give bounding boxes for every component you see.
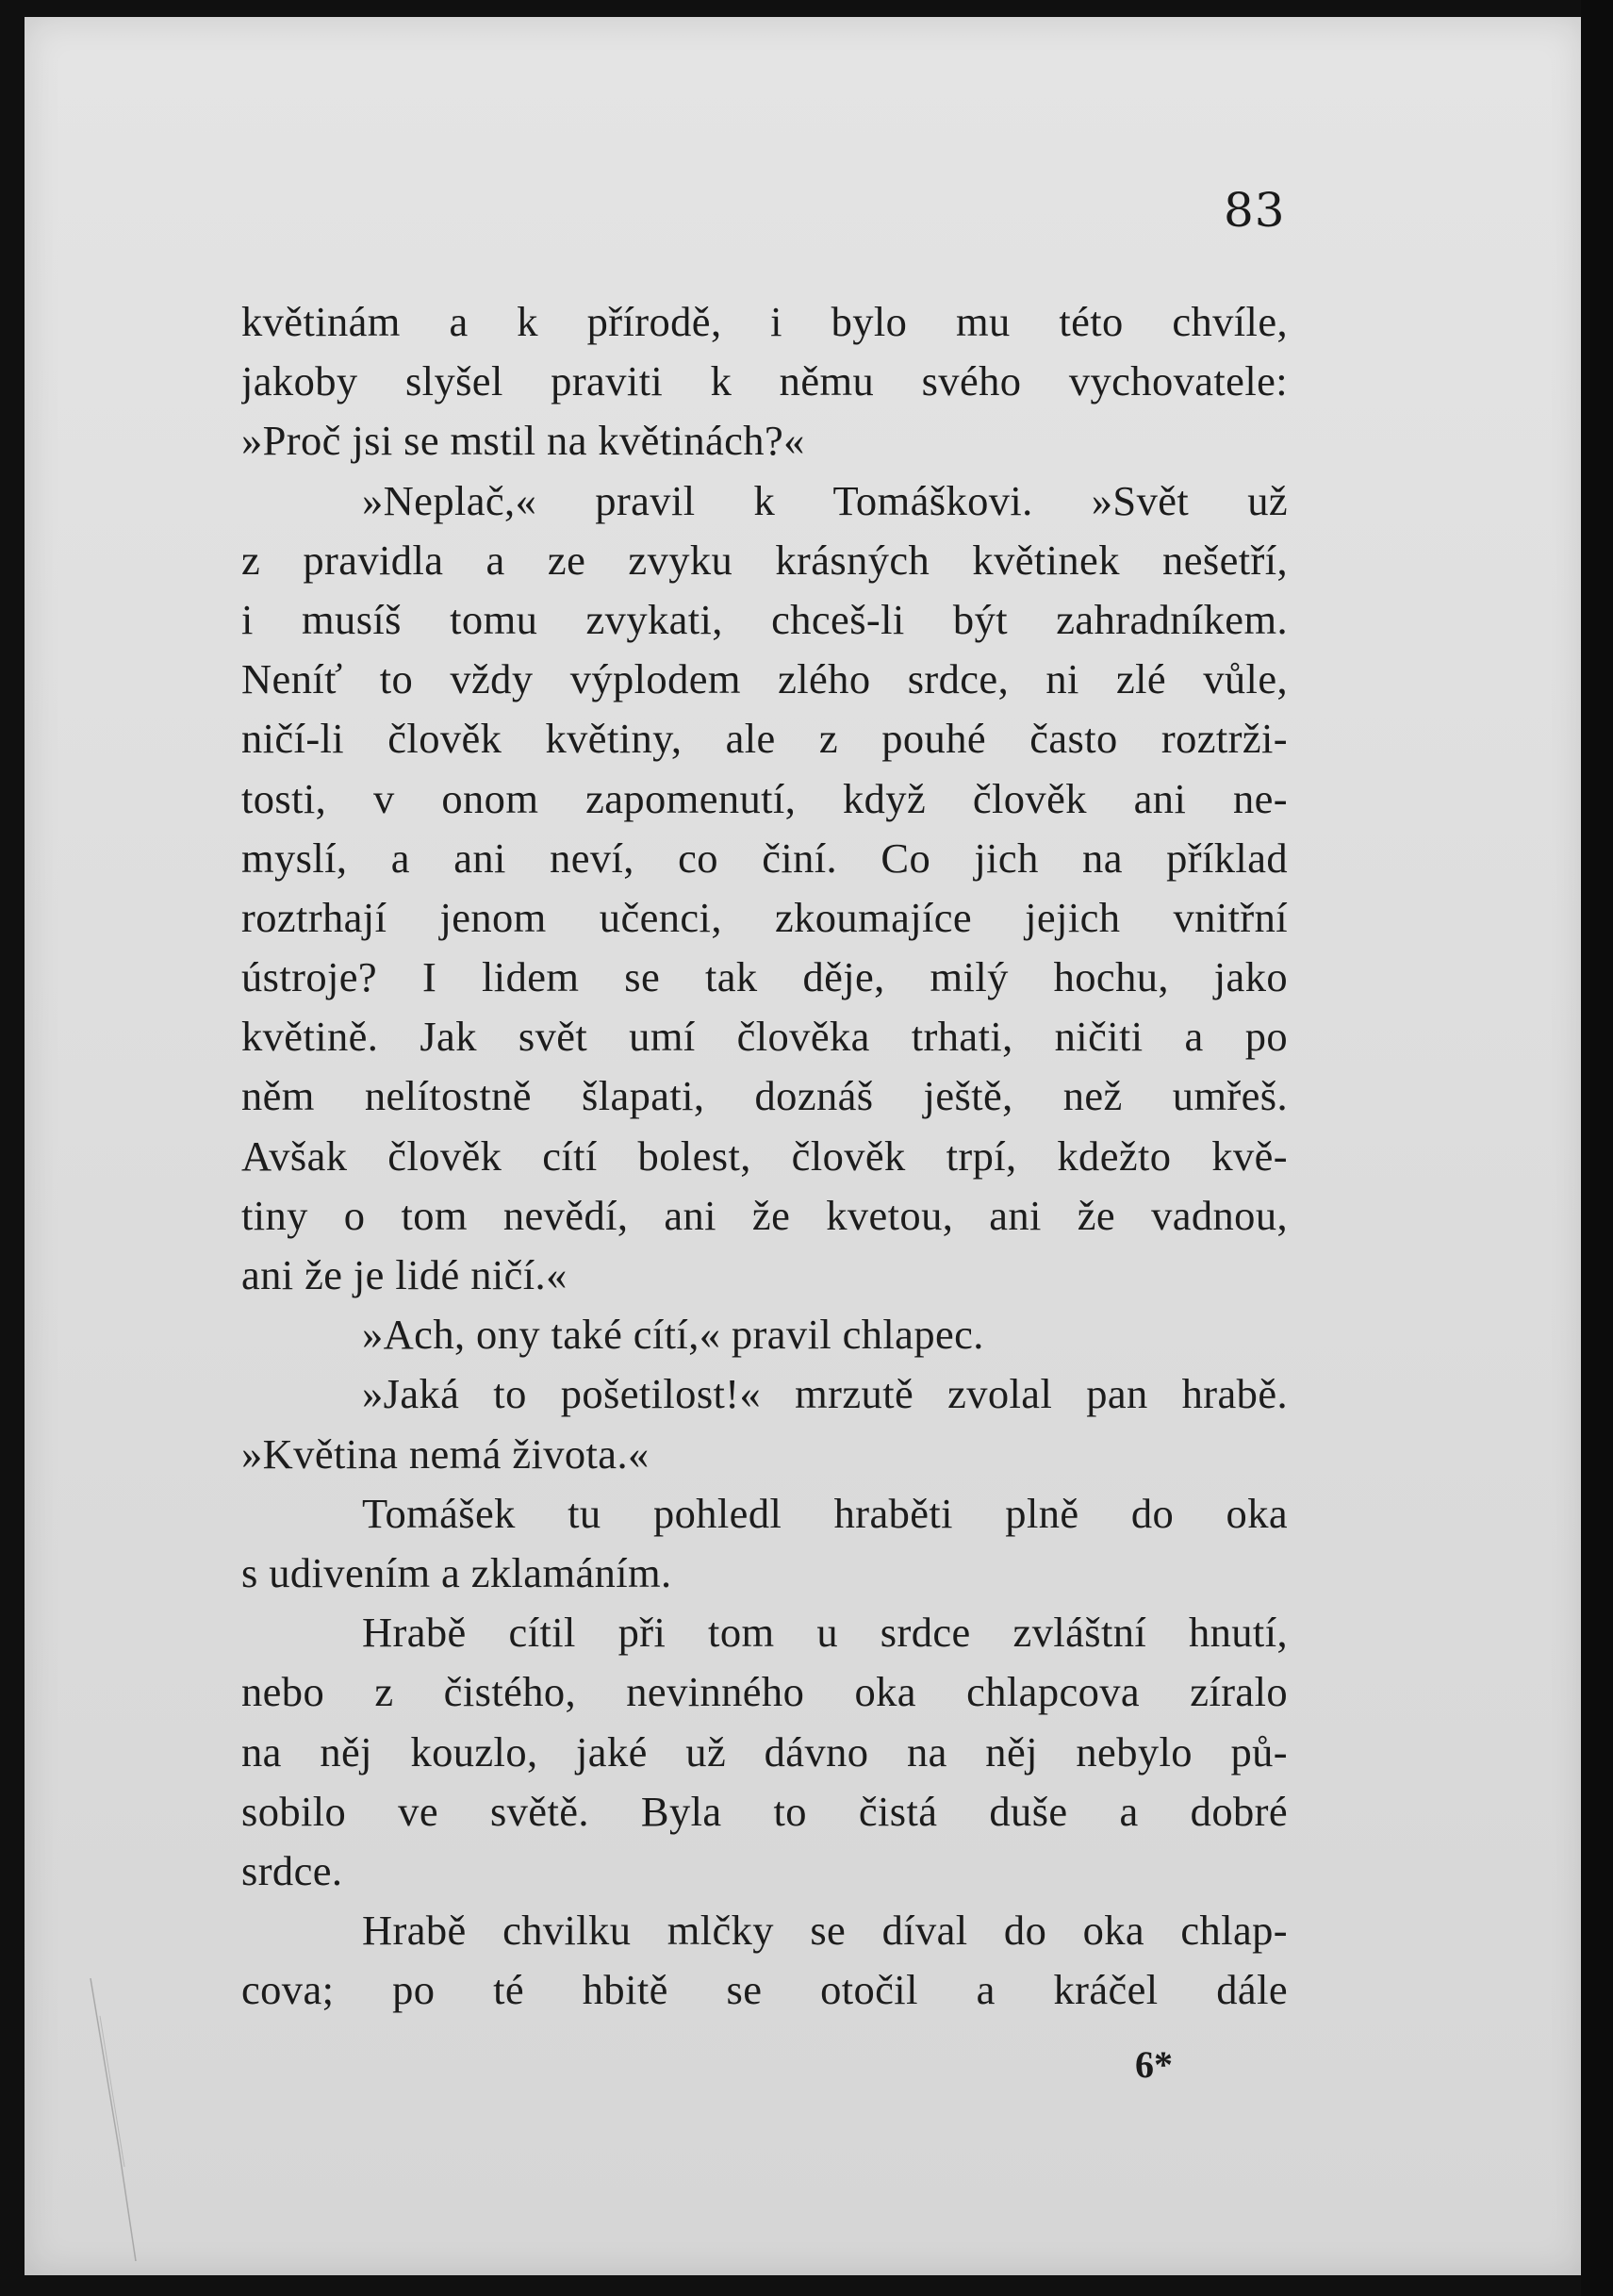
scan-border xyxy=(1581,0,1613,2296)
text-line: Hrabě chvilku mlčky se díval do oka chlap- xyxy=(362,1907,1288,1955)
text-line: sobilo ve světě. Byla to čistá duše a dobré xyxy=(241,1787,1288,1835)
scan-scratch-mark xyxy=(81,1978,194,2261)
page-number: 83 xyxy=(1224,183,1286,238)
text-line: »Neplač,« pravil k Tomáškovi. »Svět už xyxy=(362,476,1288,524)
text-line: i musíš tomu zvykati, chceš-li být zahradníkem. xyxy=(241,595,1288,643)
text-line: tosti, v onom zapomenutí, když člověk ani ne- xyxy=(241,774,1288,822)
text-line: něm nelítostně šlapati, doznáš ještě, než umřeš. xyxy=(241,1072,1288,1120)
signature-mark: 6* xyxy=(1135,2043,1173,2086)
text-line: Hrabě cítil při tom u srdce zvláštní hnutí, xyxy=(362,1609,1288,1657)
body-text xyxy=(241,292,1288,2020)
text-line: tiny o tom nevědí, ani že kvetou, ani že vadnou, xyxy=(241,1191,1288,1239)
text-line: nebo z čistého, nevinného oka chlapcova zíralo xyxy=(241,1668,1288,1716)
text-line: »Ach, ony také cítí,« pravil chlapec. xyxy=(362,1311,984,1359)
text-line: roztrhají jenom učenci, zkoumajíce jejich vnitřní xyxy=(241,893,1288,941)
text-line: ničí-li člověk květiny, ale z pouhé často roztrži- xyxy=(241,715,1288,763)
text-line: jakoby slyšel praviti k němu svého vychovatele: xyxy=(241,357,1288,405)
text-line: »Květina nemá života.« xyxy=(241,1429,650,1478)
text-line: Neníť to vždy výplodem zlého srdce, ni zlé vůle, xyxy=(241,655,1288,703)
text-line: květinám a k přírodě, i bylo mu této chvíle, xyxy=(241,298,1288,345)
text-line: myslí, a ani neví, co činí. Co jich na příklad xyxy=(241,834,1288,882)
text-line: »Proč jsi se mstil na květinách?« xyxy=(241,417,805,465)
text-line: květině. Jak svět umí člověka trhati, ničiti a po xyxy=(241,1013,1288,1061)
text-line: ani že je lidé ničí.« xyxy=(241,1251,568,1298)
text-line: z pravidla a ze zvyku krásných květinek nešetří, xyxy=(241,536,1288,584)
text-line: srdce. xyxy=(241,1846,343,1894)
text-line: Tomášek tu pohledl hraběti plně do oka xyxy=(362,1489,1288,1537)
text-line: »Jaká to pošetilost!« mrzutě zvolal pan hrabě. xyxy=(362,1370,1288,1418)
book-page xyxy=(25,17,1585,2275)
text-line: na něj kouzlo, jaké už dávno na něj nebylo pů- xyxy=(241,1727,1288,1776)
text-line: Avšak člověk cítí bolest, člověk trpí, kdežto kvě- xyxy=(241,1131,1288,1180)
text-line: s udivením a zklamáním. xyxy=(241,1548,672,1596)
text-line: cova; po té hbitě se otočil a kráčel dále xyxy=(241,1966,1288,2014)
text-line: ústroje? I lidem se tak děje, milý hochu, jako xyxy=(241,953,1288,1001)
